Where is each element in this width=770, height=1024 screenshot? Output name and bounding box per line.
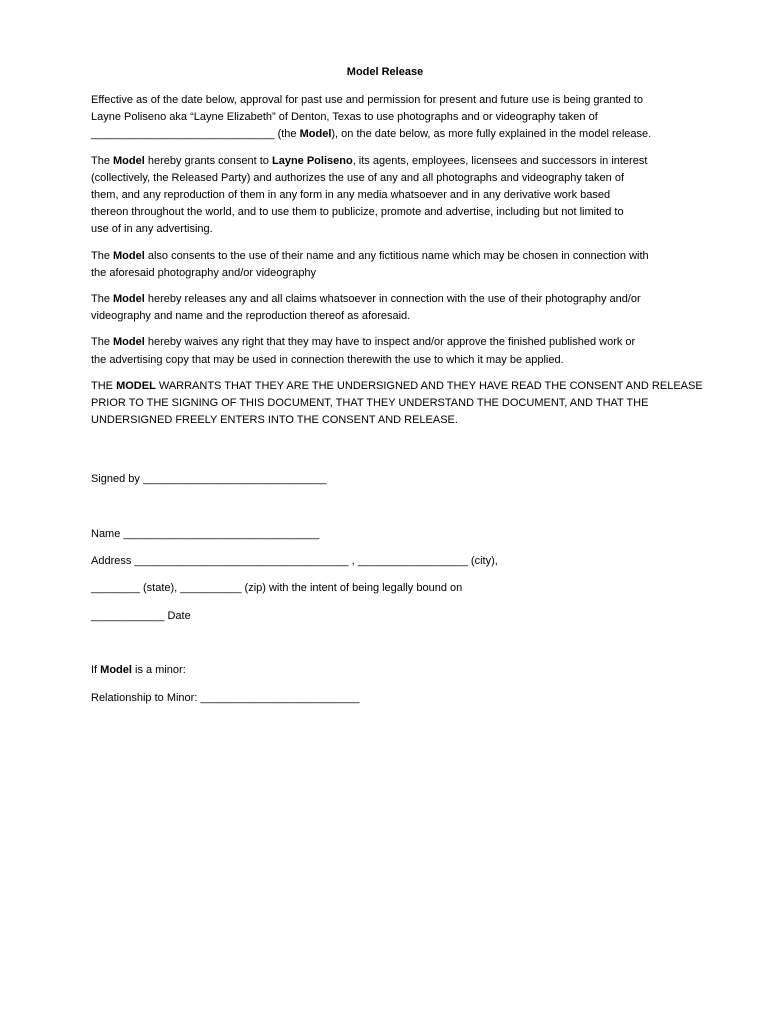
- zip-field[interactable]: __________: [180, 582, 242, 594]
- paragraph-consent: [91, 153, 691, 239]
- text-fragment: hereby releases any and all claims whatsoever in connection with the use of their photography and/or: [144, 293, 641, 306]
- text-fragment: , its agents, employees, licensees and successors in interest: [352, 154, 648, 167]
- model-term: Model: [113, 154, 145, 167]
- signed-by-field[interactable]: ______________________________: [142, 473, 327, 485]
- name-field[interactable]: ________________________________: [123, 528, 320, 540]
- relationship-label: Relationship to Minor:: [91, 692, 201, 704]
- address-row: [91, 554, 498, 569]
- paragraph-warranty: [91, 378, 703, 430]
- signed-by-row: [91, 472, 327, 487]
- text-line: [91, 153, 691, 170]
- text-line: [91, 248, 691, 265]
- text-line: videography and name and the reproduction thereof as aforesaid.: [91, 310, 411, 323]
- paragraph-waiver: [91, 334, 691, 368]
- photographer-name: Layne Poliseno: [271, 154, 353, 167]
- relationship-field[interactable]: __________________________: [200, 692, 360, 704]
- text-fragment: (the: [274, 128, 300, 141]
- text-line: the advertising copy that may be used in connection therewith the use to which it may be applied.: [91, 353, 564, 366]
- state-zip-row: [91, 581, 462, 596]
- name-label: Name: [91, 528, 124, 540]
- relationship-row: [91, 691, 360, 706]
- text-fragment: hereby waives any right that they may have to inspect and/or approve the finished published work or: [144, 336, 636, 349]
- text-fragment: If: [91, 664, 101, 676]
- text-line: PRIOR TO THE SIGNING OF THIS DOCUMENT, THAT THEY UNDERSTAND THE DOCUMENT, AND THAT THE: [91, 397, 649, 410]
- model-name-blank[interactable]: ______________________________: [91, 128, 275, 141]
- date-field[interactable]: ____________: [91, 610, 165, 622]
- address-field[interactable]: ___________________________________: [134, 555, 349, 567]
- minor-row: [91, 663, 186, 678]
- name-row: [91, 527, 319, 542]
- text-fragment: The: [91, 154, 114, 167]
- address-label: Address: [91, 555, 135, 567]
- text-fragment: also consents to the use of their name and any fictitious name which may be chosen in connection with: [144, 249, 649, 262]
- city-label: (city),: [467, 555, 498, 567]
- text-fragment: ,: [348, 555, 358, 567]
- signed-by-label: Signed by: [91, 473, 143, 485]
- model-term: Model: [113, 293, 145, 306]
- text-fragment: The: [91, 293, 114, 306]
- text-fragment: THE: [91, 379, 117, 392]
- text-line: the aforesaid photography and/or videography: [91, 266, 317, 279]
- model-term: MODEL: [116, 379, 156, 392]
- text-line: [91, 378, 703, 395]
- model-term: Model: [113, 336, 145, 349]
- model-term: Model: [113, 249, 145, 262]
- state-field[interactable]: ________: [91, 582, 140, 594]
- model-term: Model: [100, 664, 132, 676]
- text-fragment: The: [91, 249, 114, 262]
- date-row: [91, 609, 191, 624]
- text-line: [91, 126, 691, 143]
- text-line: thereon throughout the world, and to use them to publicize, promote and advertise, including but not limited to: [91, 206, 624, 219]
- text-fragment: ), on the date below, as more fully explained in the model release.: [331, 128, 652, 141]
- text-fragment: is a minor:: [131, 664, 186, 676]
- text-line: (collectively, the Released Party) and authorizes the use of any and all photographs and videography taken of: [91, 171, 625, 184]
- text-line: them, and any reproduction of them in any form in any media whatsoever and in any derivative work based: [91, 189, 611, 202]
- text-fragment: hereby grants consent to: [144, 154, 272, 167]
- model-term: Model: [299, 128, 332, 141]
- city-field[interactable]: __________________: [357, 555, 468, 567]
- zip-label: (zip) with the intent of being legally bound on: [241, 582, 463, 594]
- paragraph-name-consent: [91, 248, 691, 282]
- date-label: Date: [164, 610, 191, 622]
- text-line: use of in any advertising.: [91, 223, 213, 236]
- text-fragment: The: [91, 336, 114, 349]
- text-line: [91, 334, 691, 351]
- document-body: [91, 92, 703, 438]
- document-title: Model Release: [346, 66, 424, 78]
- paragraph-release-claims: [91, 291, 691, 325]
- text-line: UNDERSIGNED FREELY ENTERS INTO THE CONSENT AND RELEASE.: [91, 414, 458, 427]
- text-line: [91, 291, 691, 308]
- text-line: Effective as of the date below, approval for past use and permission for present and future use is being granted to: [91, 94, 643, 106]
- state-label: (state),: [139, 582, 181, 594]
- paragraph-grant: [91, 92, 691, 144]
- text-fragment: WARRANTS THAT THEY ARE THE UNDERSIGNED AND THEY HAVE READ THE CONSENT AND RELEASE: [155, 379, 703, 392]
- text-line: Layne Poliseno aka “Layne Elizabeth” of Denton, Texas to use photographs and or videography taken of: [91, 111, 598, 124]
